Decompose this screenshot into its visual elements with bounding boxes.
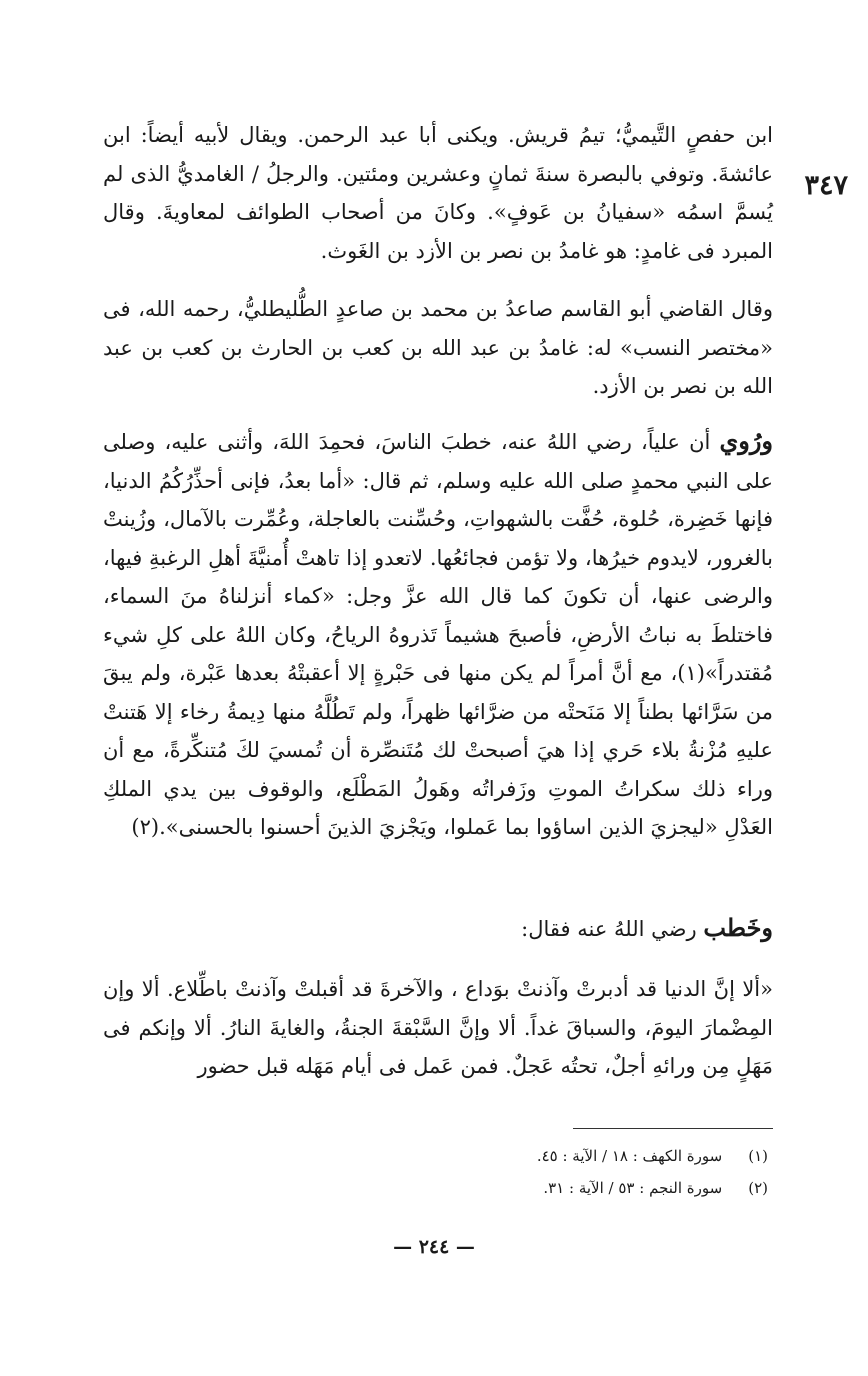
paragraph-3 bbox=[103, 422, 773, 847]
footnotes bbox=[168, 1140, 768, 1204]
margin-page-reference: ٣٤٧ bbox=[804, 170, 848, 201]
footnote-1-number: (١) bbox=[748, 1147, 768, 1165]
page-number: — ٢٤٤ — bbox=[393, 1236, 475, 1258]
paragraph-5-text: «ألا إنَّ الدنيا قد أدبرتْ وآذنتْ بوَداع ، والآخرةَ قد أقبلتْ وآذنتْ باطِّلاع. ألا وإن المِضْمارَ اليومَ، والسباقَ غداً. ألا وإنَّ السَّبْقةَ الجنةُ، والغايةَ النارُ. ألا وإنكم فى مَهَلٍ مِن ورائهِ أجلٌ، تحتُه عَجلٌ. فمن عَمل فى أيام مَهَله قبل حضور bbox=[103, 977, 773, 1078]
paragraph-2-text: وقال القاضي أبو القاسم صاعدُ بن محمد بن صاعدٍ الطُّليطليُّ، رحمه الله، فى «مختصر النسب» له: غامدُ بن عبد الله بن كعب بن الحارث بن كعب بن عبد الله بن نصر بن الأزد. bbox=[103, 297, 773, 398]
paragraph-4-text bbox=[103, 909, 773, 949]
footnote-2-number: (٢) bbox=[748, 1179, 768, 1197]
paragraph-4-lead-word: وخَطب bbox=[703, 913, 773, 942]
footnote-divider bbox=[573, 1128, 773, 1129]
paragraph-4-body: رضي اللهُ عنه فقال: bbox=[521, 917, 704, 941]
paragraph-2 bbox=[103, 290, 773, 406]
paragraph-5 bbox=[103, 970, 773, 1086]
footnote-1-text: سورة الكهف : ١٨ / الآية : ٤٥. bbox=[536, 1147, 723, 1165]
paragraph-1-text: ابن حفصٍ التَّيميُّ؛ تيمُ قريش. ويكنى أبا عبد الرحمن. ويقال لأبيه أيضاً: ابن عائشةَ. وتوفي بالبصرة سنةَ ثمانٍ وعشرين ومئتين. والرجلُ / الغامديُّ الذى لم يُسمَّ اسمُه «سفيانُ بن عَوفٍ». وكانَ من أصحاب الطوائف لمعاويةَ. وقال المبرد فى غامدٍ: هو غامدُ بن نصر بن الأزد بن الغَوث. bbox=[103, 123, 773, 263]
paragraph-1 bbox=[103, 116, 773, 270]
footnote-2 bbox=[168, 1172, 768, 1204]
footnote-1 bbox=[168, 1140, 768, 1172]
paragraph-4 bbox=[103, 909, 773, 949]
paragraph-3-body: أن علياً، رضي اللهُ عنه، خطبَ الناسَ، فحمِدَ اللهَ، وأثنى عليه، وصلى على النبي محمدٍ صلى الله عليه وسلم، ثم قال: «أما بعدُ، فإنى أحذِّرُكُمُ الدنيا، فإنها خَضِرة، حُلوة، حُفَّت بالشهواتِ، وحُسِّنت بالعاجلة، وعُمِّرت بالآمال، وزُينتْ بالغرور، لايدوم خيرُها، ولا تؤمن فجائعُها. لاتعدو إذا تاهتْ أُمنيَّةَ أهلِ الرغبةِ فيها، والرضى عنها، أن تكونَ كما قال الله عزَّ وجل: «كماء أنزلناهُ منَ السماء، فاختلطَ به نباتُ الأرضِ، فأصبحَ هشيماً تَذروهُ الرياحُ، وكان اللهُ على كلِ شيء مُقتدراً»(١)، مع أنَّ أمراً لم يكن منها فى حَبْرةٍ إلا أعقبتْهُ بعدها عَبْرة، ولم يبقَ من سَرَّائها بطناً إلا مَنَحتْه من ضرَّائها ظهراً، ولم تَطُلَّهُ منها دِيمةُ رخاء إلا هَتنتْ عليهِ مُزْنةُ بلاء حَري إذا هيَ أصبحتْ لك مُتَنصِّرة أن تُمسيَ لكَ مُتنكِّرةً، مع أن وراء ذلك سكراتُ الموتِ وزَفراتُه وهَولُ المَطْلَع، والوقوف بين يدي الملكِ العَدْلِ «ليجزيَ الذين اساؤوا بما عَملوا، ويَجْزيَ الذينَ أحسنوا بالحسنى».(٢) bbox=[103, 430, 773, 839]
footnote-2-text: سورة النجم : ٥٣ / الآية : ٣١. bbox=[543, 1179, 723, 1197]
paragraph-3-text bbox=[103, 422, 773, 847]
paragraph-3-lead-word: ورُوي bbox=[719, 426, 773, 455]
